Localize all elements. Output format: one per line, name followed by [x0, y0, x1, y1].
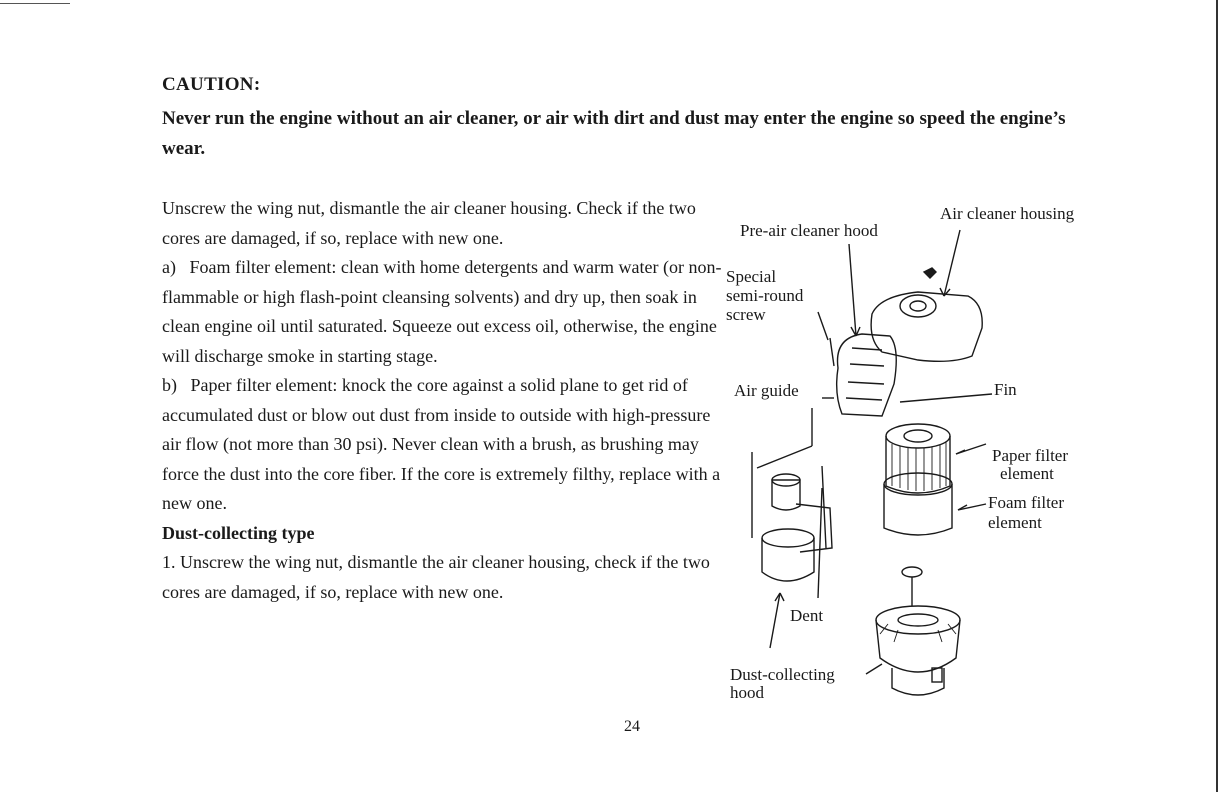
label-fin: Fin: [994, 380, 1017, 399]
label-foam-filter-line-2: element: [988, 513, 1042, 532]
label-foam-filter-line-1: Foam filter: [988, 493, 1065, 512]
air-cleaner-exploded-diagram: [722, 188, 1122, 718]
page-edge: [1216, 0, 1218, 792]
label-dent: Dent: [790, 606, 824, 625]
dust-collecting-step-1: 1. Unscrew the wing nut, dismantle the air cleaner housing, check if the two cores are damaged, if so, replace with new one.: [162, 552, 710, 602]
top-rule: [0, 3, 70, 4]
instructions: [162, 194, 722, 607]
label-dust-collecting-hood-line-1: Dust-collecting: [730, 665, 835, 684]
label-special-screw-line-3: screw: [726, 305, 766, 324]
intro-paragraph: Unscrew the wing nut, dismantle the air cleaner housing. Check if the two cores are damaged, if so, replace with new one.: [162, 198, 696, 248]
label-pre-air-cleaner-hood: Pre-air cleaner hood: [740, 221, 878, 240]
paper-filter-paragraph: b) Paper filter element: knock the core against a solid plane to get rid of accumulated dust or blow out dust from inside to outside with high-pressure air flow (not more than 30 psi). Never clean with a brush, as brushing may force the dust into the core fiber. If the core is extremely filthy, replace with a new one.: [162, 375, 721, 513]
label-air-guide: Air guide: [734, 381, 799, 400]
label-paper-filter-line-2: element: [1000, 464, 1054, 483]
page-number: 24: [624, 718, 640, 735]
label-dust-collecting-hood-line-2: hood: [730, 683, 764, 702]
label-air-cleaner-housing: Air cleaner housing: [940, 204, 1075, 223]
label-paper-filter-line-1: Paper filter: [992, 446, 1068, 465]
label-special-screw-line-2: semi-round: [726, 286, 804, 305]
foam-filter-paragraph: a) Foam filter element: clean with home detergents and warm water (or non-flammable or high flash-point cleansing solvents) and dry up, then soak in clean engine oil until saturated. Squeeze out excess oil, otherwise, the engine will discharge smoke in starting stage.: [162, 257, 722, 366]
caution-heading: CAUTION:: [162, 74, 261, 95]
label-special-screw-line-1: Special: [726, 267, 777, 286]
caution-text: Never run the engine without an air cleaner, or air with dirt and dust may enter the engine so speed the engine’s wear.: [162, 108, 1066, 159]
dust-collecting-subheading: Dust-collecting type: [162, 522, 315, 543]
